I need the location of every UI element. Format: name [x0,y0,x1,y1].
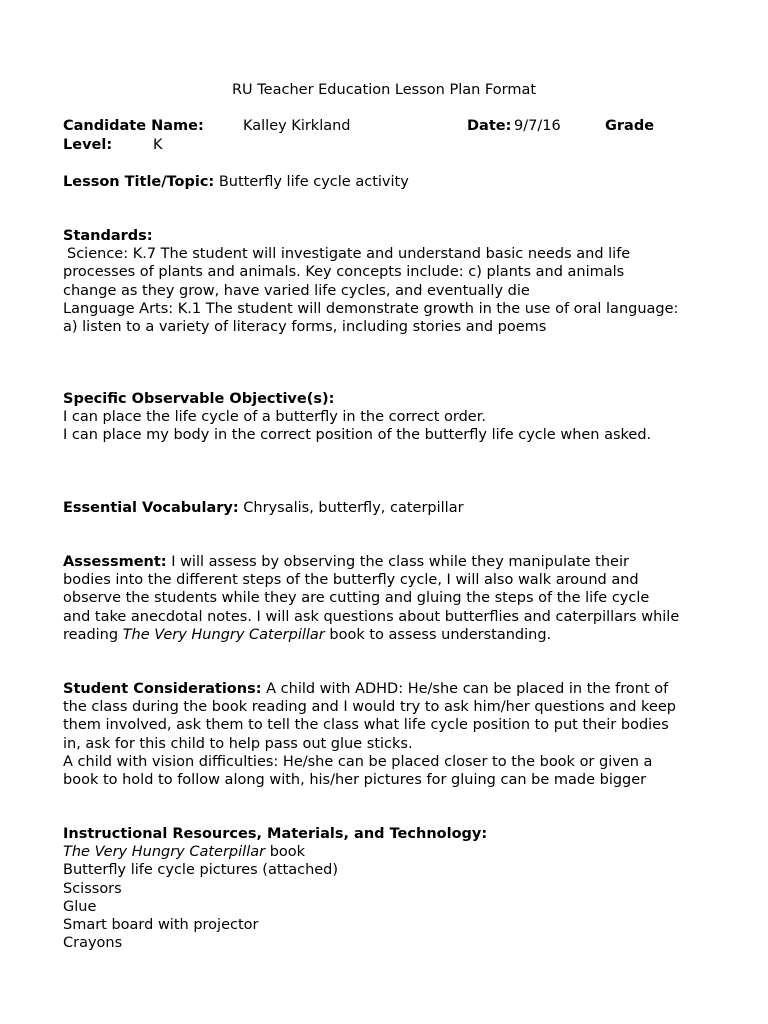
vocabulary-line [63,499,713,517]
assessment-label: Assessment: [63,554,167,570]
resource-book-title: The Very Hungry Caterpillar [63,844,266,861]
lesson-title-label: Lesson Title/Topic: [63,174,215,190]
standards-line: a) listen to a variety of literacy forms, including stories and poems [63,319,547,336]
grade-label: Grade [605,118,655,134]
considerations-label: Student Considerations: [63,681,262,697]
resource-item: Scissors [63,880,122,897]
considerations-line: them involved, ask them to tell the class what life cycle position to put their bodies [63,717,669,734]
grade-level-label: Level: [63,137,113,153]
lesson-title-line [63,173,713,191]
book-title: The Very Hungry Caterpillar [122,626,325,643]
document-title: RU Teacher Education Lesson Plan Format [231,82,537,98]
objectives-heading: Specific Observable Objective(s): [63,391,335,407]
assessment-line: I will assess by observing the class while they manipulate their [171,554,629,570]
considerations-line: in, ask for this child to help pass out glue sticks. [63,735,413,752]
standards-section [63,227,713,336]
considerations-line: A child with ADHD: He/she can be placed in the front of [266,681,669,697]
considerations-line: book to hold to follow along with, his/her pictures for gluing can be made bigger [63,772,647,789]
candidate-row [63,117,723,135]
date-label: Date: [467,118,512,134]
considerations-section [63,680,713,789]
resource-item: Glue [63,898,97,915]
resource-item: Smart board with projector [63,917,259,934]
grade-value: K [153,137,163,153]
resource-item: Butterfly life cycle pictures (attached) [63,862,339,879]
standards-line: Science: K.7 The student will investigate and understand basic needs and life [67,246,631,263]
candidate-name: Kalley Kirkland [243,118,351,134]
considerations-line: the class during the book reading and I would try to ask him/her questions and keep [63,699,676,716]
resources-section [63,825,713,952]
standards-heading: Standards: [63,228,153,244]
candidate-label: Candidate Name: [63,118,204,134]
assessment-line: observe the students while they are cutting and gluing the steps of the life cycle [63,590,650,607]
resource-item: The Very Hungry Caterpillar book [63,844,306,861]
assessment-section [63,553,713,644]
assessment-line: reading The Very Hungry Caterpillar book to assess understanding. [63,626,552,643]
assessment-line: bodies into the different steps of the butterfly cycle, I will also walk around and [63,572,639,589]
vocabulary-label: Essential Vocabulary: [63,500,239,516]
vocabulary-value: Chrysalis, butterfly, caterpillar [243,500,464,516]
resource-item: Crayons [63,935,123,952]
date-value: 9/7/16 [514,118,561,134]
standards-line: processes of plants and animals. Key concepts include: c) plants and animals [63,264,625,281]
objectives-section [63,390,713,445]
objective-line: I can place my body in the correct position of the butterfly life cycle when asked. [63,427,652,444]
objective-line: I can place the life cycle of a butterfly in the correct order. [63,409,486,426]
standards-line: Language Arts: K.1 The student will demonstrate growth in the use of oral language: [63,300,679,317]
considerations-line: A child with vision difficulties: He/she can be placed closer to the book or given a [63,753,653,770]
grade-row [63,136,363,154]
lesson-title-value: Butterfly life cycle activity [218,174,409,190]
assessment-line: and take anecdotal notes. I will ask questions about butterflies and caterpillars while [63,608,680,625]
resources-heading: Instructional Resources, Materials, and Technology: [63,826,488,842]
standards-line: change as they grow, have varied life cycles, and eventually die [63,282,530,299]
